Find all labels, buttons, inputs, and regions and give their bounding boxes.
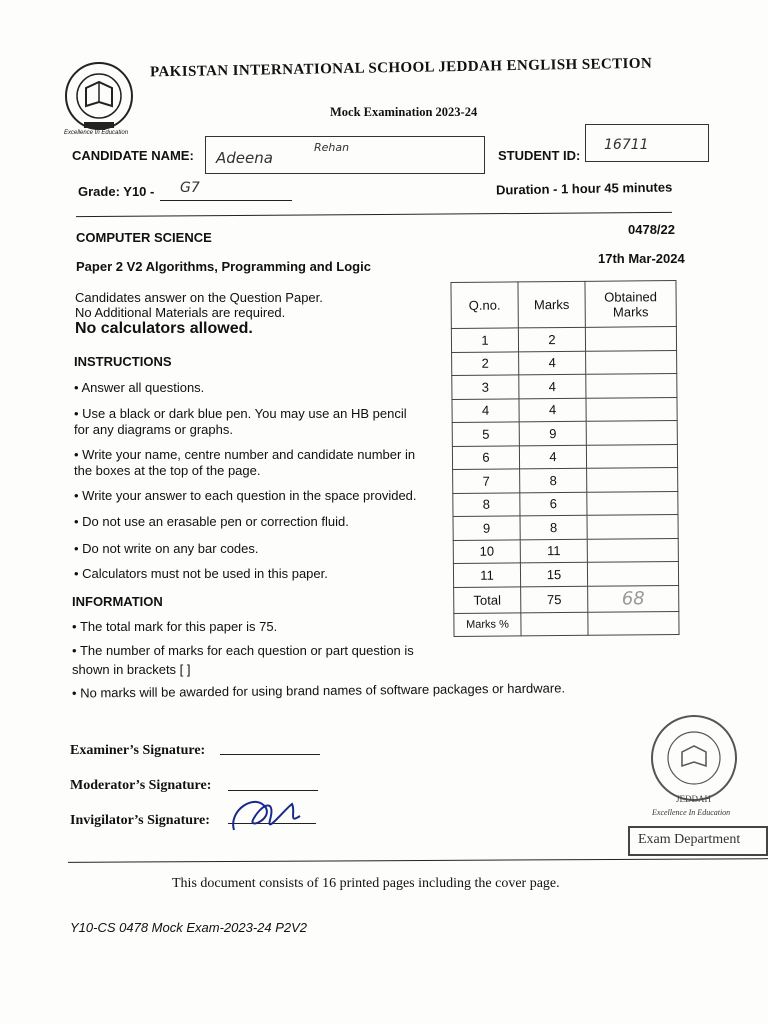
invigilator-signature-label: Invigilator’s Signature:	[70, 813, 210, 828]
table-row	[453, 562, 678, 587]
q-number: 2	[452, 351, 519, 375]
instructions-heading: INSTRUCTIONS	[74, 354, 172, 369]
exam-department-stamp	[628, 826, 768, 856]
total-row	[454, 585, 679, 613]
table-row	[451, 327, 676, 352]
subject: COMPUTER SCIENCE	[76, 230, 212, 245]
instruction-7: • Calculators must not be used in this paper.	[74, 566, 328, 581]
paper-title: Paper 2 V2 Algorithms, Programming and Logic	[76, 259, 371, 274]
examiner-signature-line[interactable]	[220, 754, 320, 755]
obtained-cell[interactable]	[585, 327, 676, 351]
q-marks: 2	[518, 327, 585, 351]
table-row	[453, 538, 678, 563]
header-divider	[76, 212, 672, 217]
instruction-3b: the boxes at the top of the page.	[74, 463, 261, 478]
student-id-label: STUDENT ID:	[498, 148, 581, 163]
q-marks: 4	[519, 374, 586, 398]
logo-motto: Excellence In Education	[64, 130, 129, 136]
percent-label: Marks %	[454, 612, 521, 636]
candidate-name-label: CANDIDATE NAME:	[72, 148, 194, 163]
candidate-name-value: Adeena	[216, 149, 273, 167]
instruction-2b: for any diagrams or graphs.	[74, 422, 233, 437]
percent-marks-cell[interactable]	[521, 612, 588, 636]
instruction-6: • Do not write on any bar codes.	[74, 541, 259, 556]
q-marks: 4	[519, 445, 586, 469]
q-number: 3	[452, 375, 519, 399]
candidate-name-field[interactable]	[205, 136, 485, 174]
obtained-total[interactable]: 68	[588, 585, 679, 612]
paper-code: 0478/22	[628, 222, 675, 237]
q-marks: 4	[519, 351, 586, 375]
q-number: 5	[452, 422, 519, 446]
instruction-3a: • Write your name, centre number and candidate number in	[74, 447, 415, 462]
q-marks: 4	[519, 398, 586, 422]
table-row	[452, 350, 677, 375]
obtained-cell[interactable]	[586, 350, 677, 374]
header-qno: Q.no.	[451, 282, 518, 329]
note-line-2: No Additional Materials are required.	[75, 305, 286, 320]
instruction-2a: • Use a black or dark blue pen. You may use an HB pencil	[74, 406, 407, 421]
exam-department-text: Exam Department	[638, 832, 741, 847]
table-row	[453, 468, 678, 493]
student-id-field[interactable]	[585, 124, 709, 162]
grade-label: Grade: Y10 -	[78, 184, 155, 199]
exam-date: 17th Mar-2024	[598, 251, 685, 266]
total-label: Total	[454, 586, 521, 613]
table-row	[453, 491, 678, 516]
marks-table	[450, 280, 679, 637]
q-marks: 15	[520, 562, 587, 586]
info-2b: shown in brackets [ ]	[72, 662, 191, 677]
candidate-name-value-2: Rehan	[314, 141, 350, 154]
school-name: PAKISTAN INTERNATIONAL SCHOOL JEDDAH ENGLISH SECTION	[149, 55, 653, 81]
table-row	[452, 421, 677, 446]
q-number: 8	[453, 492, 520, 516]
page-count-note: This document consists of 16 printed pages including the cover page.	[172, 876, 560, 891]
table-row	[452, 444, 677, 469]
percent-row	[454, 611, 679, 636]
obtained-cell[interactable]	[587, 562, 678, 586]
grade-line	[160, 200, 292, 201]
seal-city: JEDDAH	[676, 794, 711, 804]
obtained-cell[interactable]	[586, 374, 677, 398]
info-3: • No marks will be awarded for using brand names of software packages or hardware.	[72, 680, 565, 700]
percent-obtained-cell[interactable]	[588, 611, 679, 635]
moderator-signature-label: Moderator’s Signature:	[70, 778, 212, 793]
seal-motto: Excellence In Education	[652, 808, 731, 817]
q-marks: 9	[519, 421, 586, 445]
table-row	[452, 397, 677, 422]
q-number: 9	[453, 516, 520, 540]
q-number: 7	[453, 469, 520, 493]
student-id-value: 16711	[604, 137, 649, 153]
grade-value: G7	[180, 180, 200, 196]
info-1: • The total mark for this paper is 75.	[72, 619, 277, 634]
table-row	[453, 515, 678, 540]
document-code: Y10-CS 0478 Mock Exam-2023-24 P2V2	[70, 920, 308, 935]
obtained-cell[interactable]	[587, 538, 678, 562]
school-logo	[54, 58, 144, 140]
marks-table-header	[451, 281, 676, 329]
info-2a: • The number of marks for each question or part question is	[72, 643, 414, 658]
note-line-1: Candidates answer on the Question Paper.	[75, 290, 323, 305]
table-row	[452, 374, 677, 399]
obtained-cell[interactable]	[587, 515, 678, 539]
instruction-5: • Do not use an erasable pen or correction fluid.	[74, 514, 349, 529]
obtained-cell[interactable]	[587, 468, 678, 492]
exam-title: Mock Examination 2023-24	[330, 105, 478, 119]
instruction-4: • Write your answer to each question in the space provided.	[74, 488, 417, 503]
q-marks: 6	[520, 492, 587, 516]
header-obtained: Obtained Marks	[585, 281, 676, 328]
instruction-1: • Answer all questions.	[74, 380, 204, 395]
q-marks: 8	[520, 468, 587, 492]
note-no-calculators: No calculators allowed.	[75, 320, 253, 337]
obtained-cell[interactable]	[586, 397, 677, 421]
q-number: 4	[452, 398, 519, 422]
q-number: 10	[453, 539, 520, 563]
total-marks: 75	[521, 586, 588, 613]
information-heading: INFORMATION	[72, 594, 163, 609]
obtained-cell[interactable]	[586, 444, 677, 468]
duration: Duration - 1 hour 45 minutes	[495, 179, 673, 198]
invigilator-signature-scribble	[226, 790, 306, 845]
header-marks: Marks	[518, 281, 585, 328]
footer-divider	[68, 858, 768, 863]
q-number: 6	[452, 445, 519, 469]
obtained-cell[interactable]	[586, 421, 677, 445]
obtained-cell[interactable]	[587, 491, 678, 515]
q-marks: 11	[520, 539, 587, 563]
q-number: 11	[453, 563, 520, 587]
q-number: 1	[451, 328, 518, 352]
school-seal	[636, 708, 746, 804]
q-marks: 8	[520, 515, 587, 539]
examiner-signature-label: Examiner’s Signature:	[70, 743, 206, 758]
